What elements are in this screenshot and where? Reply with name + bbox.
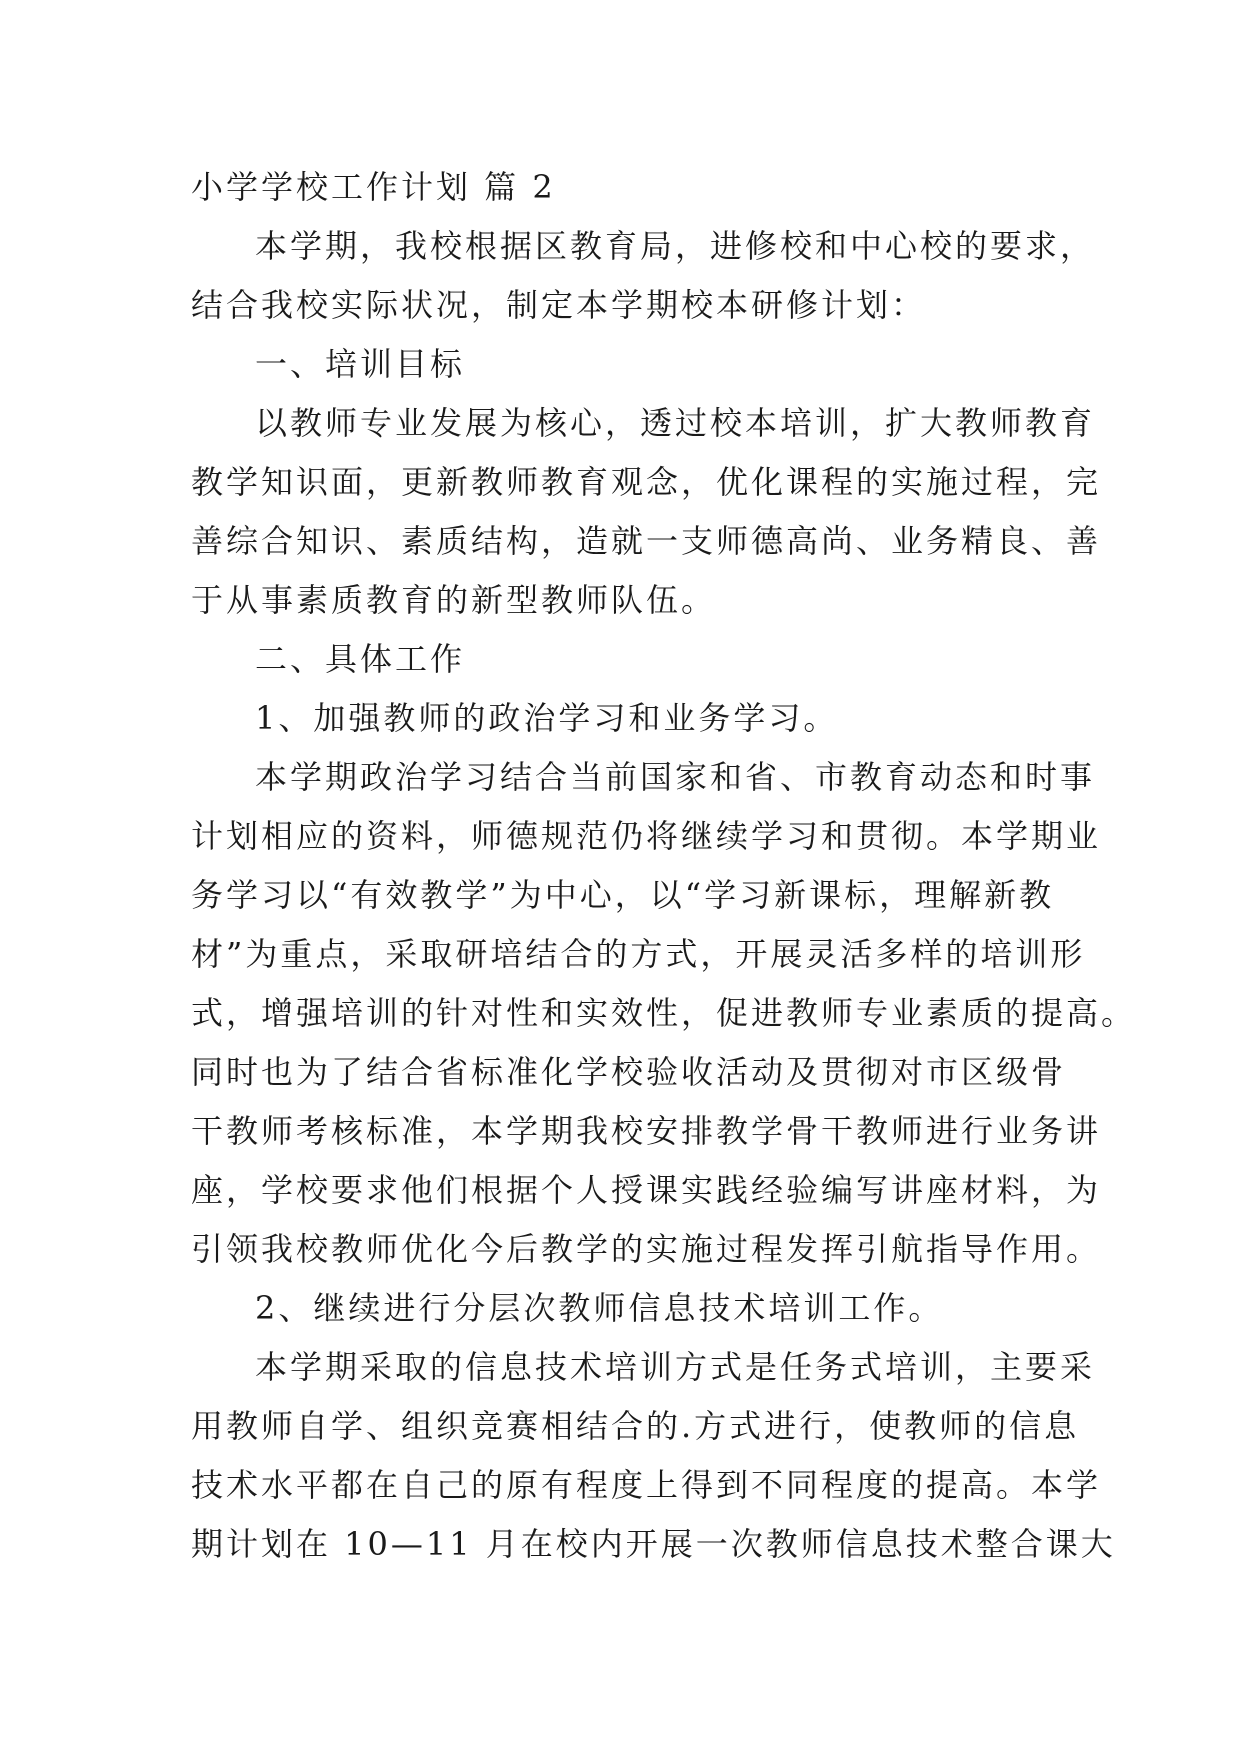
paragraph-line: 本学期采取的信息技术培训方式是任务式培训，主要采 xyxy=(255,1348,1096,1386)
subsection-heading: 1、加强教师的政治学习和业务学习。 xyxy=(255,699,839,737)
paragraph-line: 于从事素质教育的新型教师队伍。 xyxy=(191,581,717,619)
section-heading: 一、培训目标 xyxy=(255,345,466,383)
paragraph-line: 教学知识面，更新教师教育观念，优化课程的实施过程，完 xyxy=(191,463,1102,501)
paragraph-line: 善综合知识、素质结构，造就一支师德高尚、业务精良、善 xyxy=(191,522,1102,560)
paragraph-line: 本学期，我校根据区教育局，进修校和中心校的要求， xyxy=(255,227,1096,265)
subsection-heading: 2、继续进行分层次教师信息技术培训工作。 xyxy=(255,1289,944,1327)
paragraph-line: 用教师自学、组织竞赛相结合的.方式进行，使教师的信息 xyxy=(191,1407,1080,1445)
document-body xyxy=(191,158,1137,1574)
document-title: 小学学校工作计划 篇 2 xyxy=(191,168,556,206)
paragraph-line: 务学习以“有效教学”为中心，以“学习新课标，理解新教 xyxy=(191,876,1055,914)
paragraph-line: 同时也为了结合省标准化学校验收活动及贯彻对市区级骨 xyxy=(191,1053,1067,1091)
paragraph-line: 计划相应的资料，师德规范仍将继续学习和贯彻。本学期业 xyxy=(191,817,1102,855)
paragraph-line: 期计划在 10—11 月在校内开展一次教师信息技术整合课大 xyxy=(191,1525,1116,1563)
paragraph-line: 干教师考核标准，本学期我校安排教学骨干教师进行业务讲 xyxy=(191,1112,1102,1150)
paragraph-line: 本学期政治学习结合当前国家和省、市教育动态和时事 xyxy=(255,758,1096,796)
paragraph-line: 引领我校教师优化今后教学的实施过程发挥引航指导作用。 xyxy=(191,1230,1102,1268)
paragraph-line: 座，学校要求他们根据个人授课实践经验编写讲座材料，为 xyxy=(191,1171,1102,1209)
paragraph-line: 技术水平都在自己的原有程度上得到不同程度的提高。本学 xyxy=(191,1466,1102,1504)
paragraph-line: 结合我校实际状况，制定本学期校本研修计划： xyxy=(191,286,927,324)
paragraph-line: 材”为重点，采取研培结合的方式，开展灵活多样的培训形 xyxy=(191,935,1086,973)
section-heading: 二、具体工作 xyxy=(255,640,466,678)
paragraph-line: 式，增强培训的针对性和实效性，促进教师专业素质的提高。 xyxy=(191,994,1137,1032)
paragraph-line: 以教师专业发展为核心，透过校本培训，扩大教师教育 xyxy=(255,404,1096,442)
